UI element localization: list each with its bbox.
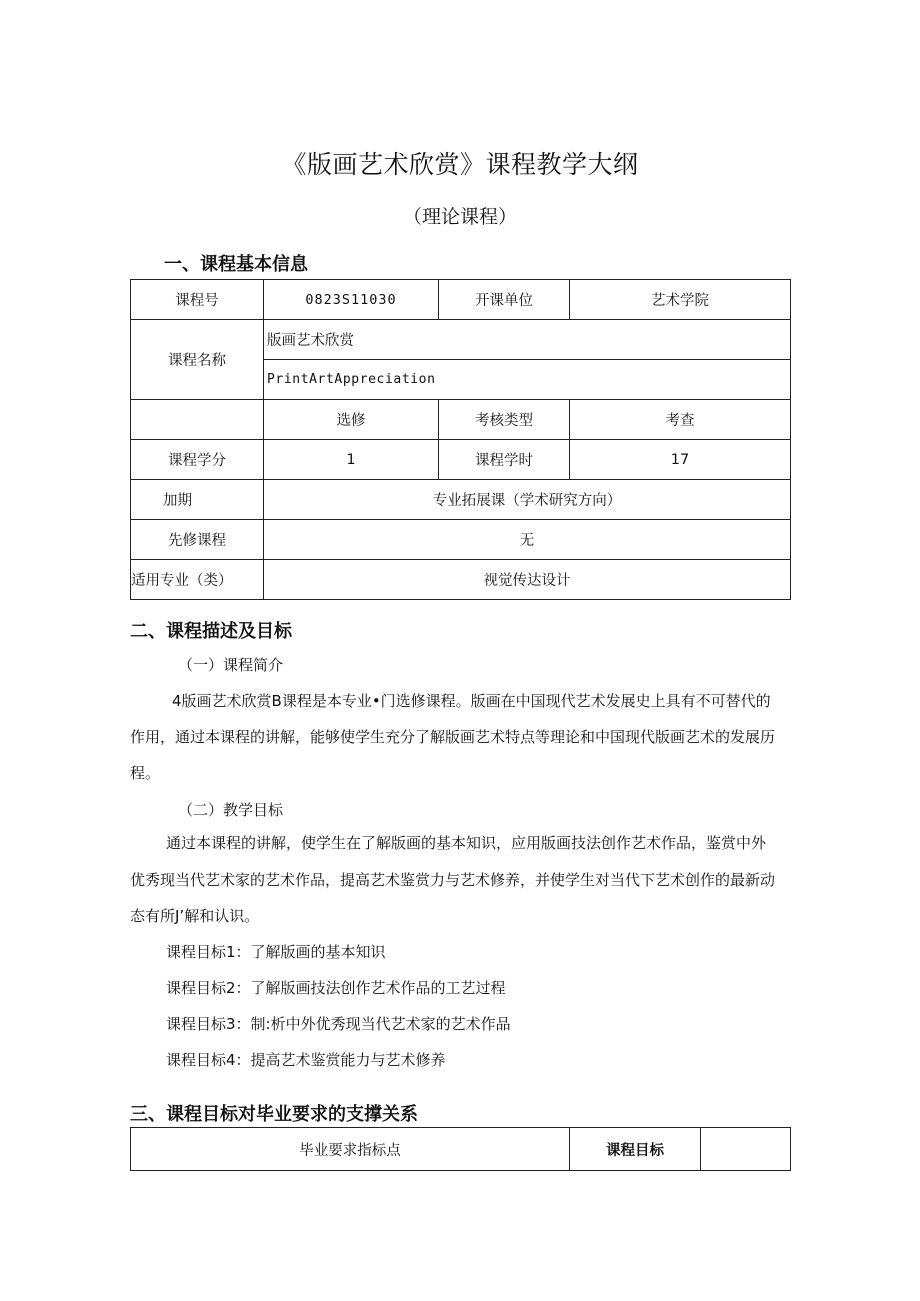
major-label: 适用专业（类）: [131, 560, 264, 600]
table-row: [131, 280, 791, 320]
course-info-table: [130, 279, 791, 600]
term-value: 专业拓展课（学术研究方向）: [264, 480, 791, 520]
objective-4: 课程目标4：提高艺术鉴赏能力与艺术修养: [166, 1051, 446, 1069]
course-type-value: 选修: [264, 400, 439, 440]
goal-line-3: 态有所J’解和认识。: [130, 907, 260, 925]
goal-line-2: 优秀现当代艺术家的艺术作品，提高艺术鉴赏力与艺术修养，并使学生对当代下艺术创作的最新动: [130, 871, 776, 889]
intro-line-1: 4版画艺术欣赏B课程是本专业•门选修课程。版画在中国现代艺术发展史上具有不可替代的: [172, 692, 771, 710]
table-row: [131, 1128, 791, 1171]
hours-label: 课程学时: [439, 440, 570, 480]
table-row: [131, 440, 791, 480]
course-no-label: 课程号: [131, 280, 264, 320]
course-goal-header: 课程目标: [570, 1128, 701, 1171]
hours-value: 17: [570, 440, 791, 480]
course-name-cn: 版画艺术欣赏: [264, 320, 791, 360]
empty-header-cell: [701, 1128, 791, 1171]
table-row: [131, 560, 791, 600]
intro-subheading: （一）课程简介: [178, 656, 284, 674]
goal-subheading: （二）教学目标: [178, 801, 284, 819]
goal-line-1: 通过本课程的讲解，使学生在了解版画的基本知识，应用版画技法创作艺术作品，鉴赏中外: [166, 834, 767, 852]
intro-line-2: 作用，通过本课程的讲解，能够使学生充分了解版画艺术特点等理论和中国现代版画艺术的发展历: [130, 728, 776, 746]
section1-heading: 一、课程基本信息: [164, 254, 308, 275]
credit-label: 课程学分: [131, 440, 264, 480]
credit-value: 1: [264, 440, 439, 480]
table-row: [131, 320, 791, 360]
term-label: 加期: [131, 480, 264, 520]
objective-1: 课程目标1：了解版画的基本知识: [166, 943, 386, 961]
section2-heading: 二、课程描述及目标: [130, 621, 292, 642]
objective-2: 课程目标2：了解版画技法创作艺术作品的工艺过程: [166, 979, 506, 997]
prereq-label: 先修课程: [131, 520, 264, 560]
objective-3: 课程目标3：制:析中外优秀现当代艺术家的艺术作品: [166, 1015, 511, 1033]
prereq-value: 无: [264, 520, 791, 560]
course-no-value: 0823S11030: [264, 280, 439, 320]
assess-value: 考查: [570, 400, 791, 440]
intro-line-3: 程。: [130, 764, 161, 782]
document-title: 《版画艺术欣赏》课程教学大纲: [281, 150, 639, 179]
course-name-label: 课程名称: [131, 320, 264, 400]
section3-heading: 三、课程目标对毕业要求的支撑关系: [130, 1104, 418, 1125]
document-subtitle: （理论课程）: [402, 206, 517, 228]
dept-value: 艺术学院: [570, 280, 791, 320]
empty-cell: [131, 400, 264, 440]
grad-req-header: 毕业要求指标点: [131, 1128, 570, 1171]
table-row: [131, 480, 791, 520]
course-name-en: PrintArtAppreciation: [264, 360, 791, 400]
table-row: [131, 520, 791, 560]
major-value: 视觉传达设计: [264, 560, 791, 600]
assess-label: 考核类型: [439, 400, 570, 440]
support-table: [130, 1127, 791, 1171]
dept-label: 开课单位: [439, 280, 570, 320]
table-row: [131, 400, 791, 440]
